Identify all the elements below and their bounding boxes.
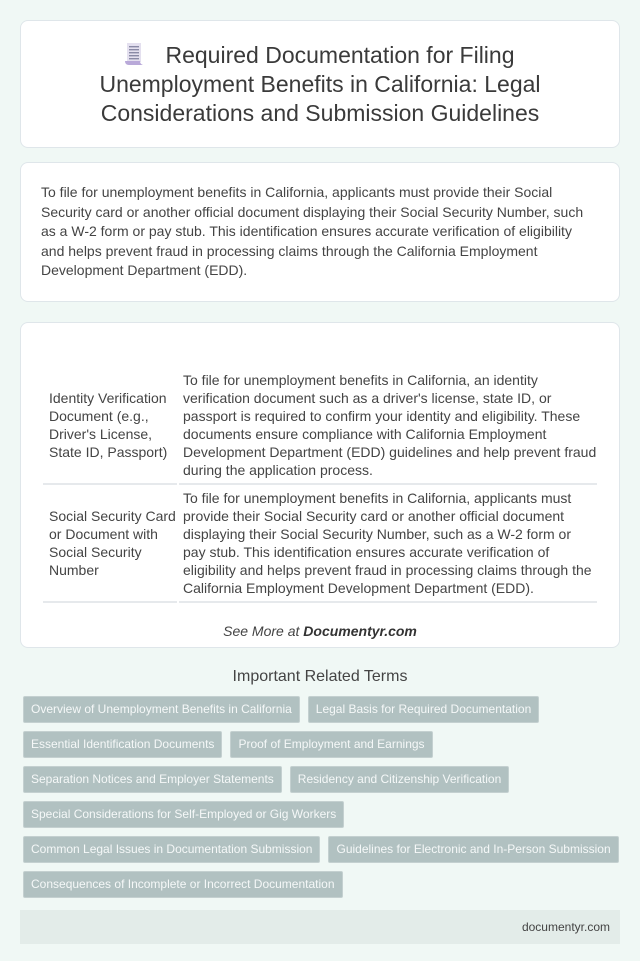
terms-table-card: [20, 322, 620, 648]
table-row: [43, 343, 597, 485]
see-more: [41, 623, 599, 639]
title-card: [20, 20, 620, 148]
description-cell: To file for unemployment benefits in California, applicants must provide their Social Security card or another official document displaying their Social Security Number, such as a W-2 form or pay stub. This identification ensures accurate verification of eligibility and helps prevent fraud in processing claims through the California Employment Development Department (EDD).: [179, 485, 597, 603]
related-term-tag[interactable]: Residency and Citizenship Verification: [290, 766, 509, 793]
related-term-tag[interactable]: Separation Notices and Employer Statements: [23, 766, 282, 793]
footer-site[interactable]: documentyr.com: [521, 920, 610, 934]
related-term-tag[interactable]: Consequences of Incomplete or Incorrect Documentation: [23, 871, 343, 898]
related-terms-heading: Important Related Terms: [232, 668, 408, 685]
see-more-link[interactable]: Documentyr.com: [303, 623, 417, 639]
related-term-tag[interactable]: Legal Basis for Required Documentation: [308, 696, 539, 723]
related-term-tag[interactable]: Guidelines for Electronic and In-Person Submission: [328, 836, 618, 863]
footer: [20, 910, 620, 944]
related-term-tag[interactable]: Special Considerations for Self-Employed or Gig Workers: [23, 801, 344, 828]
page-title: [61, 41, 579, 128]
term-cell: Identity Verification Document (e.g., Driver's License, State ID, Passport): [43, 343, 177, 485]
summary-text: To file for unemployment benefits in California, applicants must provide their Social Security card or another official document displaying their Social Security Number, such as a W-2 form or pay stub. This identification ensures accurate verification of eligibility and helps prevent fraud in processing claims through the California Employment Development Department (EDD).: [41, 184, 584, 278]
related-term-tag[interactable]: Essential Identification Documents: [23, 731, 222, 758]
related-term-tag[interactable]: Common Legal Issues in Documentation Submission: [23, 836, 320, 863]
document-receipt-icon: [125, 43, 143, 65]
description-cell: To file for unemployment benefits in California, an identity verification document such as a driver's license, state ID, or passport is required to confirm your identity and eligibility. These documents ensure compliance with California Employment Development Department (EDD) guidelines and help prevent fraud during the application process.: [179, 343, 597, 485]
see-more-prefix: See More at: [223, 623, 304, 639]
term-cell: Social Security Card or Document with Social Security Number: [43, 485, 177, 603]
related-term-tag[interactable]: Proof of Employment and Earnings: [230, 731, 432, 758]
terms-table: [41, 343, 599, 603]
summary-card: [20, 162, 620, 302]
table-row: [43, 485, 597, 603]
page-title-text: Required Documentation for Filing Unemployment Benefits in California: Legal Considerations and Submission Guidelines: [99, 41, 541, 126]
related-terms-list: [20, 696, 620, 898]
related-term-tag[interactable]: Overview of Unemployment Benefits in California: [23, 696, 300, 723]
